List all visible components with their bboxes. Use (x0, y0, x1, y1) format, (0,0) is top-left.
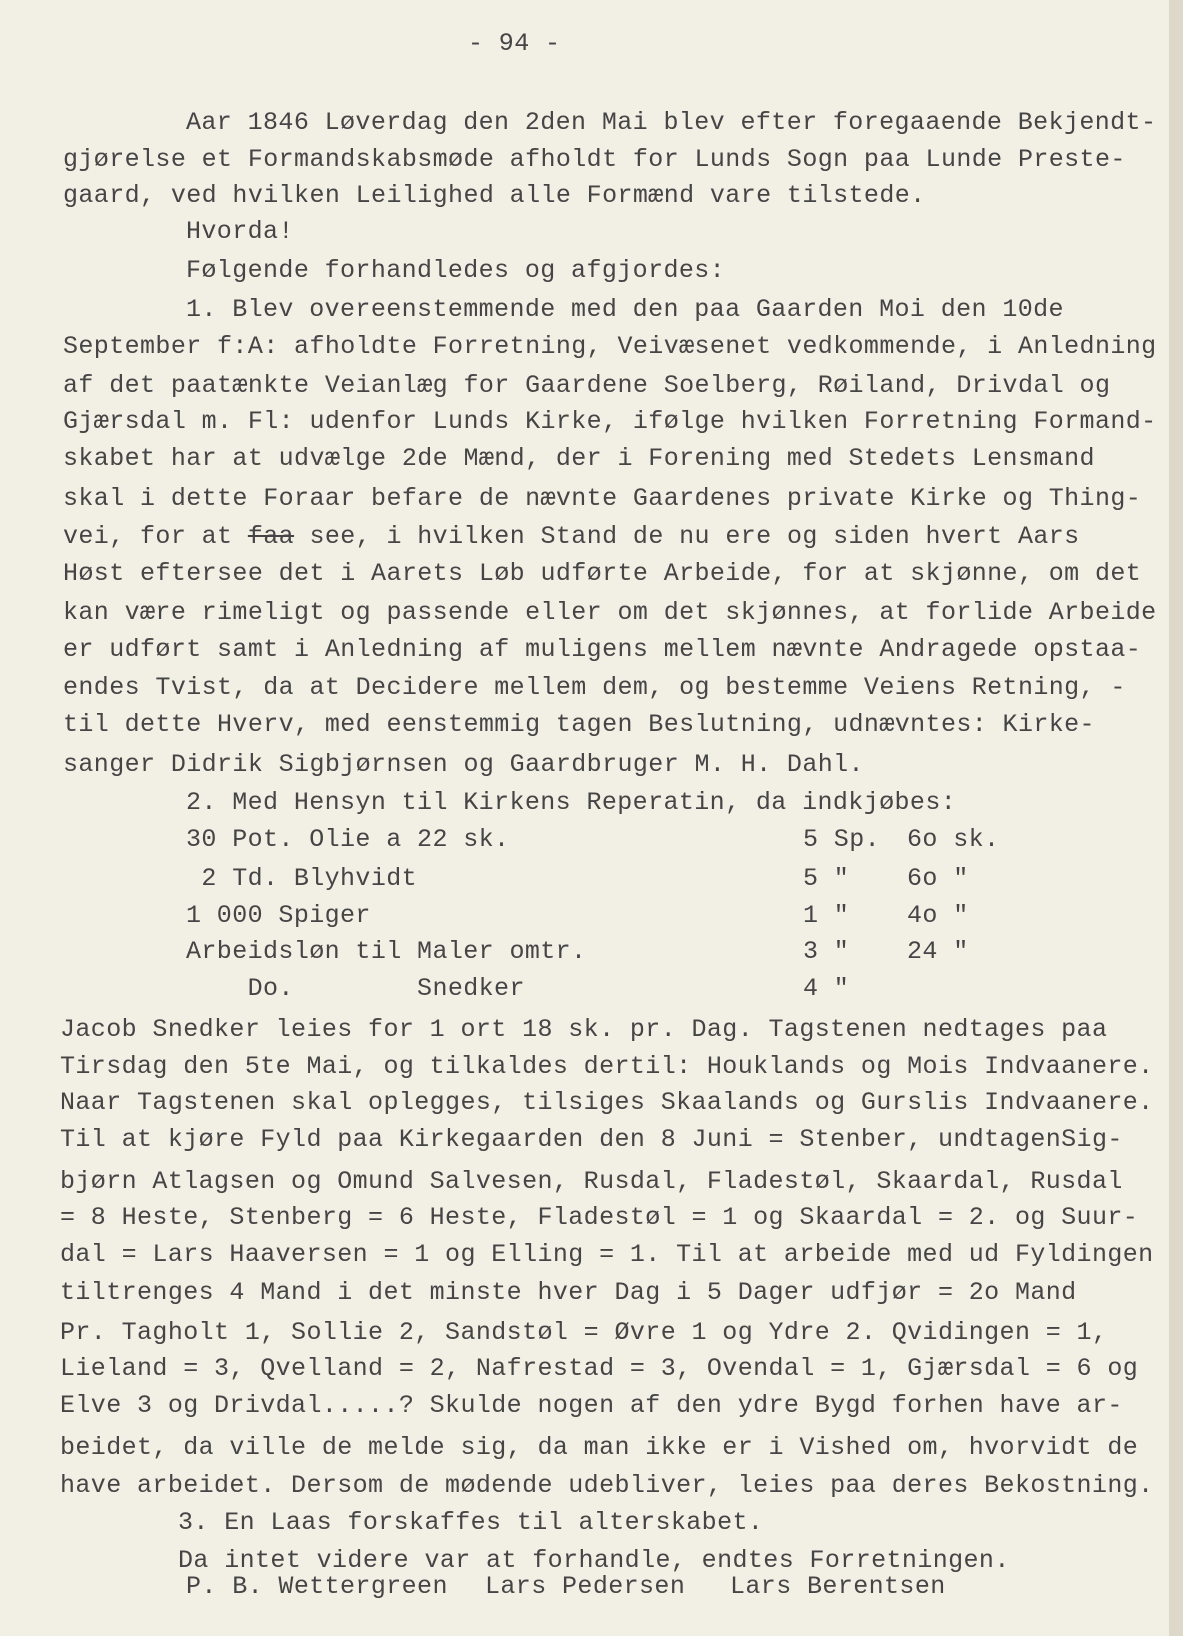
purchase-item: 2 Td. Blyhvidt (186, 864, 418, 894)
text-line: 1. Blev overeenstemmende med den paa Gaarden Moi den 10de (186, 294, 1064, 324)
purchase-skilling: 24 " (907, 937, 969, 967)
signature: Lars Pedersen (485, 1572, 686, 1602)
text-line: gjørelse et Formandskabsmøde afholdt for Lunds Sogn paa Lunde Preste- (63, 144, 1126, 174)
text-line (63, 522, 1080, 552)
text-line: af det paatænkte Veianlæg for Gaardene Soelberg, Røiland, Drivdal og (63, 370, 1111, 400)
text-line: 2. Med Hensyn til Kirkens Reperatin, da indkjøbes: (186, 788, 957, 818)
purchase-speciedaler: 1 " (803, 900, 850, 930)
text-line: tiltrenges 4 Mand i det minste hver Dag i 5 Dager udfjør = 2o Mand (60, 1278, 1077, 1308)
text-line: Til at kjøre Fyld paa Kirkegaarden den 8 Juni = Stenber, undtagenSig- (60, 1124, 1123, 1154)
struck-out-word: faa (247, 522, 295, 552)
signature: P. B. Wettergreen (186, 1572, 448, 1602)
text-line: September f:A: afholdte Forretning, Veivæsenet vedkommende, i Anledning (63, 332, 1157, 362)
text-line: Da intet videre var at forhandle, endtes Forretningen. (178, 1546, 1010, 1576)
text-line: skal i dette Foraar befare de nævnte Gaardenes private Kirke og Thing- (63, 483, 1142, 513)
text-line: Aar 1846 Løverdag den 2den Mai blev efter foregaaende Bekjendt- (186, 108, 1157, 138)
purchase-speciedaler: 5 " (803, 864, 850, 894)
text-line: Lieland = 3, Qvelland = 2, Nafrestad = 3, Ovendal = 1, Gjærsdal = 6 og (60, 1354, 1139, 1384)
text-line: beidet, da ville de melde sig, da man ikke er i Vished om, hvorvidt de (60, 1432, 1139, 1462)
purchase-item: Do. Snedker (186, 973, 525, 1003)
text-line: Tirsdag den 5te Mai, og tilkaldes dertil: Houklands og Mois Indvaanere. (60, 1051, 1154, 1081)
text-line: skabet har at udvælge 2de Mænd, der i Forening med Stedets Lensmand (63, 443, 1095, 473)
text-line: endes Tvist, da at Decidere mellem dem, og bestemme Veiens Retning, - (63, 673, 1126, 703)
text-line: Gjærsdal m. Fl: udenfor Lunds Kirke, ifølge hvilken Forretning Formand- (63, 407, 1157, 437)
text-line: Hvorda! (186, 216, 294, 246)
text-line: dal = Lars Haaversen = 1 og Elling = 1. Til at arbeide med ud Fyldingen (60, 1239, 1154, 1269)
text-segment: vei, for at (63, 522, 248, 552)
text-segment: see, i hvilken Stand de nu ere og siden hvert Aars (294, 522, 1080, 552)
purchase-skilling: 6o " (907, 864, 969, 894)
text-line: Følgende forhandledes og afgjordes: (186, 256, 726, 286)
purchase-speciedaler: 4 " (803, 973, 850, 1003)
text-line: kan være rimeligt og passende eller om det skjønnes, at forlide Arbeide (63, 598, 1157, 628)
text-line: 3. En Laas forskaffes til alterskabet. (178, 1507, 764, 1537)
text-line: sanger Didrik Sigbjørnsen og Gaardbruger M. H. Dahl. (63, 749, 864, 779)
text-line: er udført samt i Anledning af muligens mellem nævnte Andragede opstaa- (63, 634, 1142, 664)
purchase-speciedaler: 5 Sp. (803, 824, 881, 854)
text-line: Pr. Tagholt 1, Sollie 2, Sandstøl = Øvre 1 og Ydre 2. Qvidingen = 1, (60, 1317, 1108, 1347)
page-number: - 94 - (468, 29, 561, 58)
text-line: til dette Hverv, med eenstemmig tagen Beslutning, udnævntes: Kirke- (63, 709, 1095, 739)
text-line: Jacob Snedker leies for 1 ort 18 sk. pr. Dag. Tagstenen nedtages paa (60, 1015, 1108, 1045)
text-line: bjørn Atlagsen og Omund Salvesen, Rusdal, Fladestøl, Skaardal, Rusdal (60, 1166, 1123, 1196)
text-line: Høst eftersee det i Aarets Løb udførte Arbeide, for at skjønne, om det (63, 558, 1142, 588)
text-line: Elve 3 og Drivdal.....? Skulde nogen af den ydre Bygd forhen have ar- (60, 1390, 1123, 1420)
purchase-item: 1 000 Spiger (186, 900, 371, 930)
text-line: have arbeidet. Dersom de mødende udebliver, leies paa deres Bekostning. (60, 1471, 1154, 1501)
text-line: = 8 Heste, Stenberg = 6 Heste, Fladestøl = 1 og Skaardal = 2. og Suur- (60, 1203, 1139, 1233)
purchase-skilling: 4o " (907, 900, 969, 930)
purchase-item: Arbeidsløn til Maler omtr. (186, 937, 587, 967)
page-edge (1169, 0, 1183, 1636)
text-line: gaard, ved hvilken Leilighed alle Formænd vare tilstede. (63, 181, 926, 211)
purchase-speciedaler: 3 " (803, 937, 850, 967)
signature: Lars Berentsen (730, 1572, 946, 1602)
purchase-skilling: 6o sk. (907, 824, 1000, 854)
text-line: Naar Tagstenen skal oplegges, tilsiges Skaalands og Gurslis Indvaanere. (60, 1088, 1154, 1118)
purchase-item: 30 Pot. Olie a 22 sk. (186, 824, 510, 854)
